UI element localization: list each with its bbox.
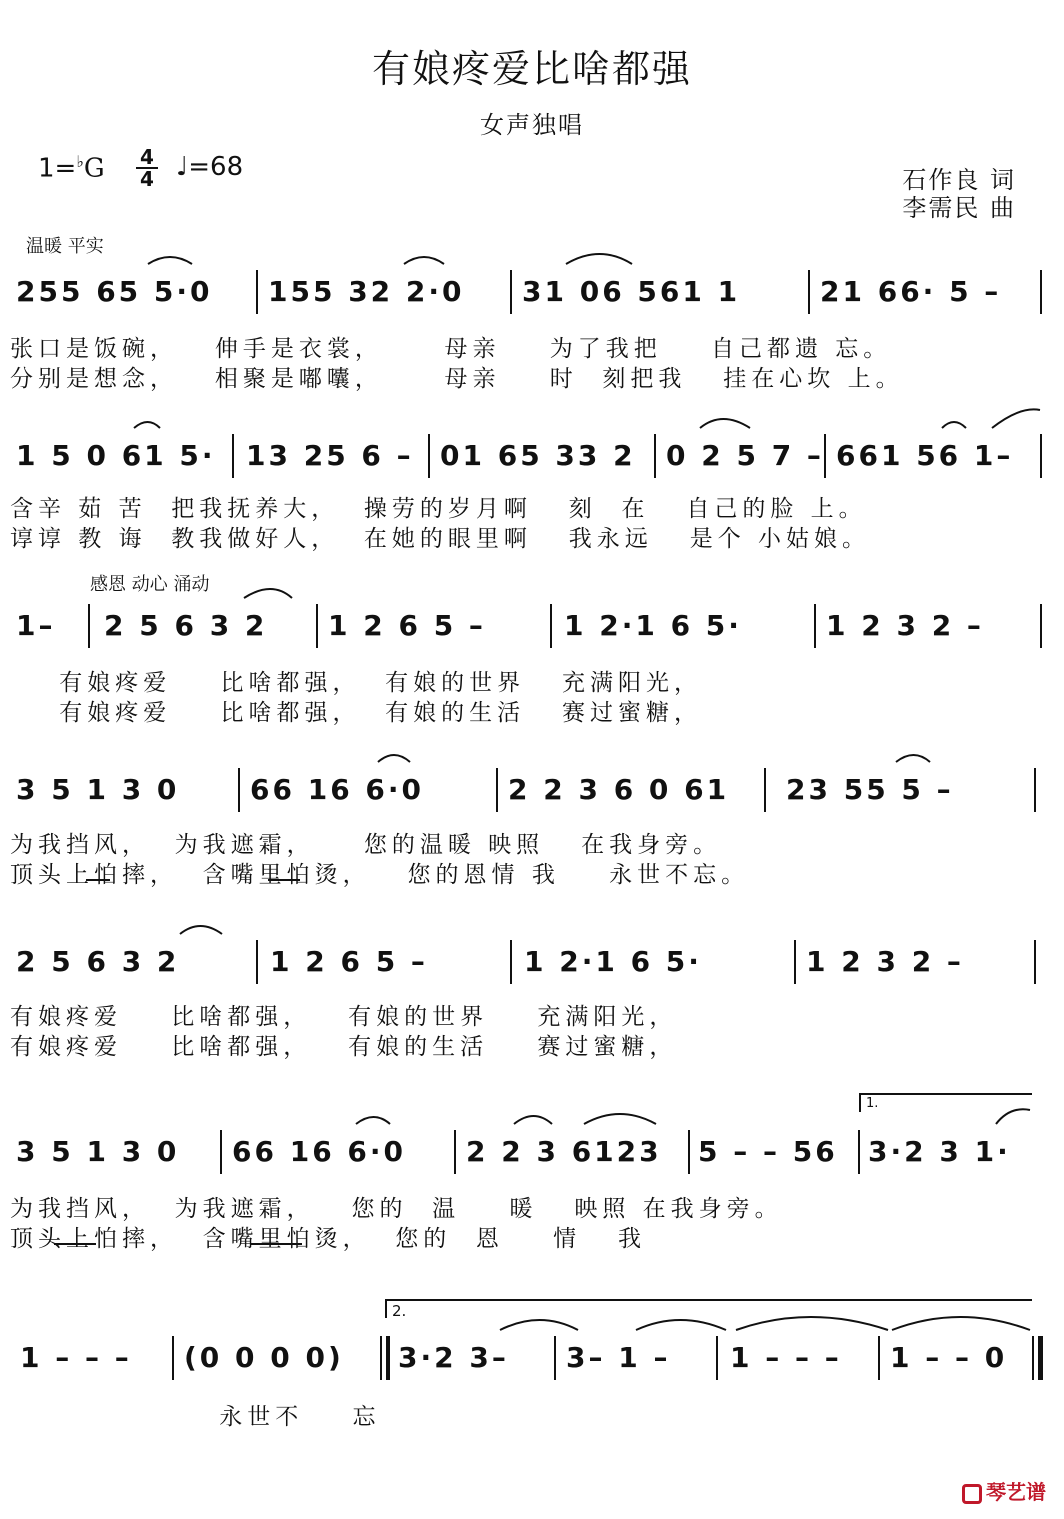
- lyric-line: 有娘疼爱 比啥都强， 有娘的世界 充满阳光，: [10, 1004, 678, 1030]
- measure: 5 – – 56: [698, 1135, 838, 1168]
- measure: 21 66· 5 –: [820, 275, 1002, 308]
- tempo-marking: ♩=68: [176, 152, 244, 182]
- measure: 1 – – 0: [890, 1341, 1008, 1374]
- measure: 23 55 5 –: [786, 773, 954, 806]
- measure: 1 2 3 2 –: [806, 945, 964, 978]
- lyric-line: 含辛 茹 苦 把我抚养大， 操劳的岁月啊 刻 在 自己的脸 上。: [10, 496, 867, 522]
- song-title: 有娘疼爱比啥都强: [371, 47, 692, 91]
- time-signature: 4 4: [136, 147, 158, 189]
- measure: 01 65 33 2: [440, 439, 636, 472]
- measure: 1 2 6 5 –: [270, 945, 428, 978]
- lyric-line: 为我挡风， 为我遮霜， 您的 温 暖 映照 在我身旁。: [10, 1196, 783, 1222]
- measure: 3 5 1 3 0: [16, 773, 180, 806]
- lyric-line: 有娘疼爱 比啥都强， 有娘的生活 赛过蜜糖，: [10, 700, 703, 726]
- measure: 1 2 3 2 –: [826, 609, 984, 642]
- lyricist-credit: 石作良 词: [902, 166, 1016, 194]
- measure: 66 16 6·0: [232, 1135, 407, 1168]
- measure: 2 5 6 3 2: [104, 609, 268, 642]
- measure: 1 – – –: [20, 1341, 132, 1374]
- measure: 1 5 0 61 5·: [16, 439, 216, 472]
- lyric-line: 张口是饭碗， 伸手是衣裳， 母亲 为了我把 自己都遗 忘。: [10, 336, 892, 362]
- measure: 13 25 6 –: [246, 439, 414, 472]
- lyric-line: 分别是想念， 相聚是嘟囔， 母亲 时 刻把我 挂在心坎 上。: [10, 366, 904, 392]
- lyric-line: 为我挡风， 为我遮霜， 您的温暖 映照 在我身旁。: [10, 832, 722, 858]
- measure: 0 2 5 7 –: [666, 439, 824, 472]
- quarter-note-icon: ♩: [176, 152, 189, 182]
- expression-mark: 温暖 平实: [26, 236, 104, 257]
- lyric-line: 永世不 忘: [10, 1404, 381, 1430]
- measure: 1–: [16, 609, 56, 642]
- measure: (0 0 0 0): [184, 1341, 344, 1374]
- measure: 2 5 6 3 2: [16, 945, 180, 978]
- measure: 2 2 3 6123: [466, 1135, 662, 1168]
- measure: 3 5 1 3 0: [16, 1135, 180, 1168]
- measure: 1 – – –: [730, 1341, 842, 1374]
- site-logo: 琴艺谱: [962, 1476, 1046, 1505]
- measure: 66 16 6·0: [250, 773, 425, 806]
- volta-label: 1.: [866, 1096, 879, 1111]
- song-subtitle: 女声独唱: [480, 111, 584, 139]
- measure: 155 32 2·0: [268, 275, 465, 308]
- composer-credit: 李需民 曲: [902, 194, 1016, 222]
- measure: 3·2 3 1·: [868, 1135, 1011, 1168]
- measure: 3– 1 –: [566, 1341, 671, 1374]
- lyric-line: 顶头上怕摔， 含嘴里怕烫， 您的 恩 情 我: [10, 1226, 647, 1252]
- lyric-line: 有娘疼爱 比啥都强， 有娘的世界 充满阳光，: [10, 670, 703, 696]
- measure: 1 2 6 5 –: [328, 609, 486, 642]
- measure: 661 56 1–: [836, 439, 1014, 472]
- measure: 1 2·1 6 5·: [524, 945, 702, 978]
- measure: 3·2 3–: [398, 1341, 509, 1374]
- expression-mark: 感恩 动心 涌动: [90, 574, 210, 595]
- measure: 1 2·1 6 5·: [564, 609, 742, 642]
- measure: 2 2 3 6 0 61: [508, 773, 730, 806]
- volta-label: 2.: [392, 1302, 407, 1320]
- lyric-line: 有娘疼爱 比啥都强， 有娘的生活 赛过蜜糖，: [10, 1034, 678, 1060]
- lyric-line: 谆谆 教 诲 教我做好人， 在她的眼里啊 我永远 是个 小姑娘。: [10, 526, 871, 552]
- measure: 255 65 5·0: [16, 275, 213, 308]
- lyric-line: 顶头上怕摔， 含嘴里怕烫， 您的恩情 我 永世不忘。: [10, 862, 750, 888]
- key-signature: 1=♭G: [38, 152, 105, 184]
- measure: 31 06 561 1: [522, 275, 741, 308]
- logo-icon: [962, 1484, 982, 1504]
